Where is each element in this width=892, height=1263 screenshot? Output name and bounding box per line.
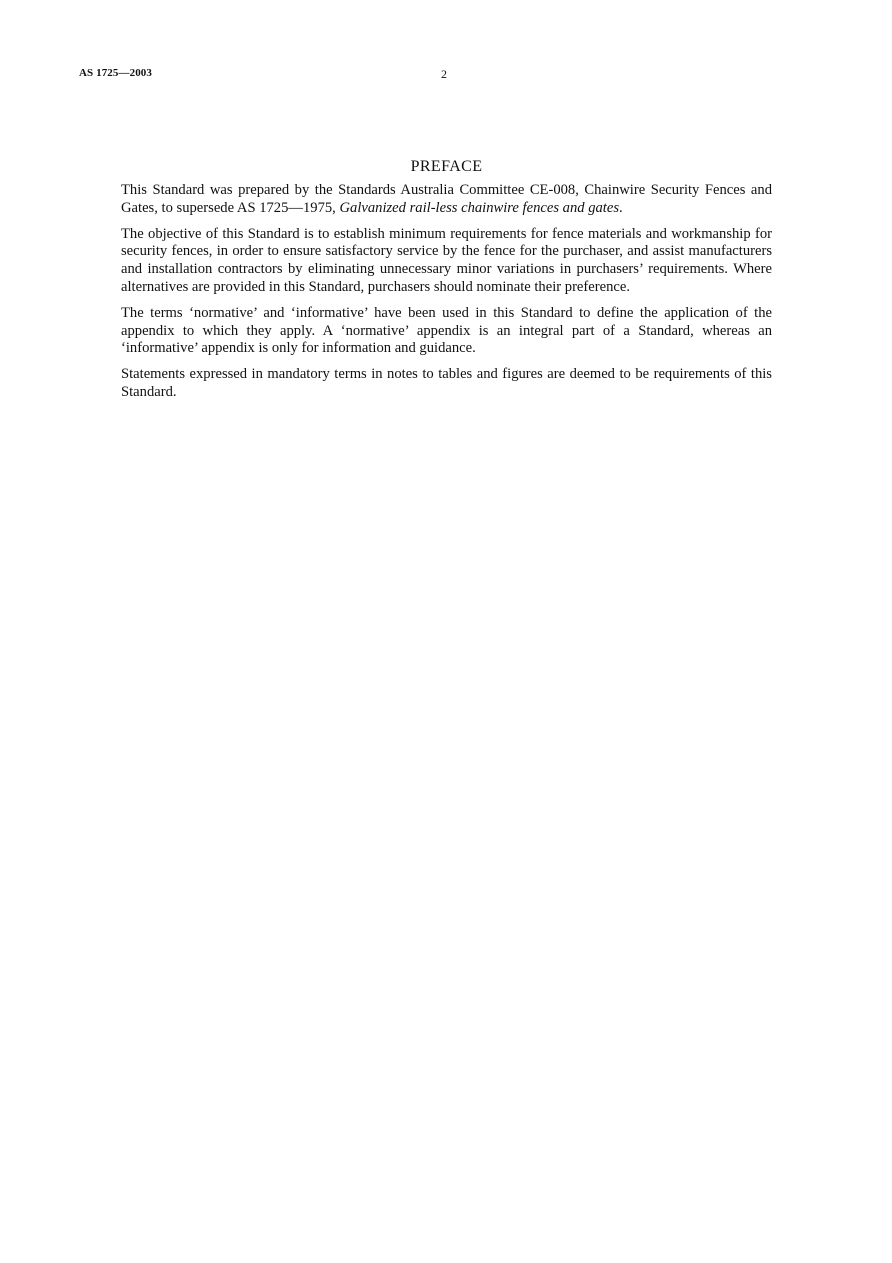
preface-title: PREFACE <box>410 158 483 175</box>
paragraph-1-end: . <box>619 199 623 216</box>
superseded-standard-title: Galvanized rail-less chainwire fences and gates <box>339 199 620 216</box>
preface-paragraph-4: Statements expressed in mandatory terms in notes to tables and figures are deemed to be requirements of this Standard. <box>121 366 772 400</box>
page-number: 2 <box>441 67 447 81</box>
preface-paragraph-3: The terms ‘normative’ and ‘informative’ have been used in this Standard to define the application of the appendix to which they apply. A ‘normative’ appendix is an integral part of a Standard, whereas an ‘informative’ appendix is only for information and guidance. <box>121 304 772 357</box>
running-header <box>79 67 813 83</box>
document-id: AS 1725—2003 <box>79 67 153 79</box>
paragraph-1-text: This Standard was prepared by the Standards Australia Committee CE-008, Chainwire Security Fences and Gates, to supersede AS 1725—1975, <box>121 182 772 216</box>
preface-paragraph-1 <box>121 182 772 218</box>
preface-section <box>121 156 772 410</box>
preface-paragraph-2: The objective of this Standard is to establish minimum requirements for fence materials and workmanship for security fences, in order to ensure satisfactory service by the fence for the purchaser, and assist manufacturers and installation contractors by eliminating unnecessary minor variations in purchasers’ requirements. Where alternatives are provided in this Standard, purchasers should nominate their preference. <box>121 225 772 295</box>
